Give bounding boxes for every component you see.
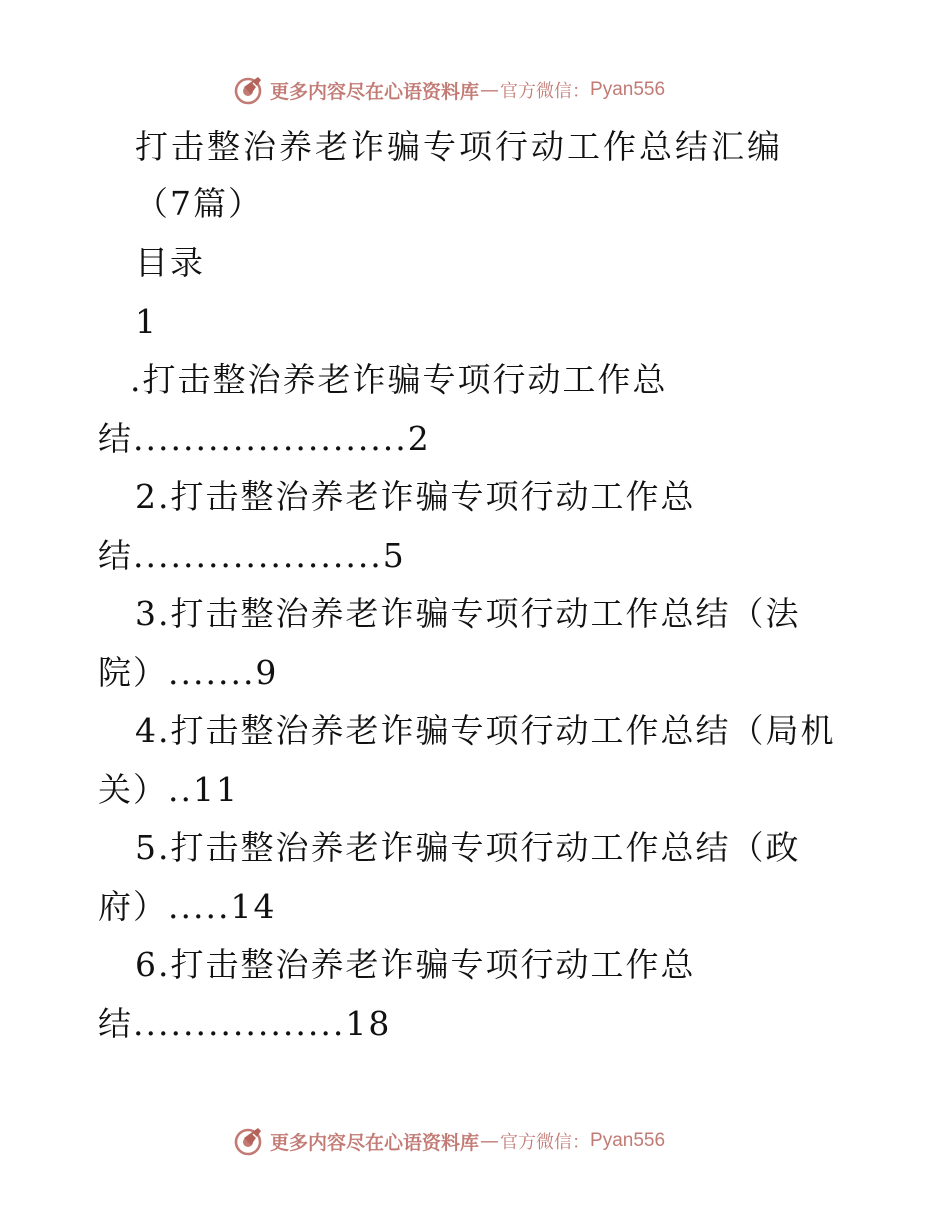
toc-line: 4.打击整治养老诈骗专项行动工作总结（局机 [135,711,836,750]
watermark-separator: — [480,1130,500,1152]
document-title: 打击整治养老诈骗专项行动工作总结汇编 [135,127,783,166]
toc-line: 1 [135,302,158,341]
watermark-header [232,73,665,107]
toc-line: 院）.......9 [98,653,279,692]
watermark-footer [232,1124,665,1158]
toc-line: 关）..11 [98,770,239,809]
pen-nib-circle-icon [232,1125,264,1157]
watermark-wechat-id: Pyan556 [590,79,666,100]
document-subtitle: （7篇） [135,184,263,223]
toc-line: 5.打击整治养老诈骗专项行动工作总结（政 [135,828,801,867]
watermark-main-text: 更多内容尽在心语资料库 [270,1131,480,1154]
watermark-separator: — [480,79,500,101]
pen-nib-circle-icon [232,74,264,106]
toc-line: 结......................2 [98,419,431,458]
watermark-sub-text: 官方微信： [500,81,591,102]
toc-line: 结.................18 [98,1004,392,1043]
toc-line: 6.打击整治养老诈骗专项行动工作总 [135,945,696,984]
toc-line: 3.打击整治养老诈骗专项行动工作总结（法 [135,594,801,633]
toc-heading: 目录 [135,243,205,282]
toc-line: 府）.....14 [98,887,277,926]
toc-line: 2.打击整治养老诈骗专项行动工作总 [135,477,696,516]
watermark-main-text: 更多内容尽在心语资料库 [270,80,480,103]
watermark-sub-text: 官方微信： [500,1132,591,1153]
watermark-wechat-id: Pyan556 [590,1130,666,1151]
toc-line: 结....................5 [98,536,406,575]
toc-line: .打击整治养老诈骗专项行动工作总 [130,360,668,399]
